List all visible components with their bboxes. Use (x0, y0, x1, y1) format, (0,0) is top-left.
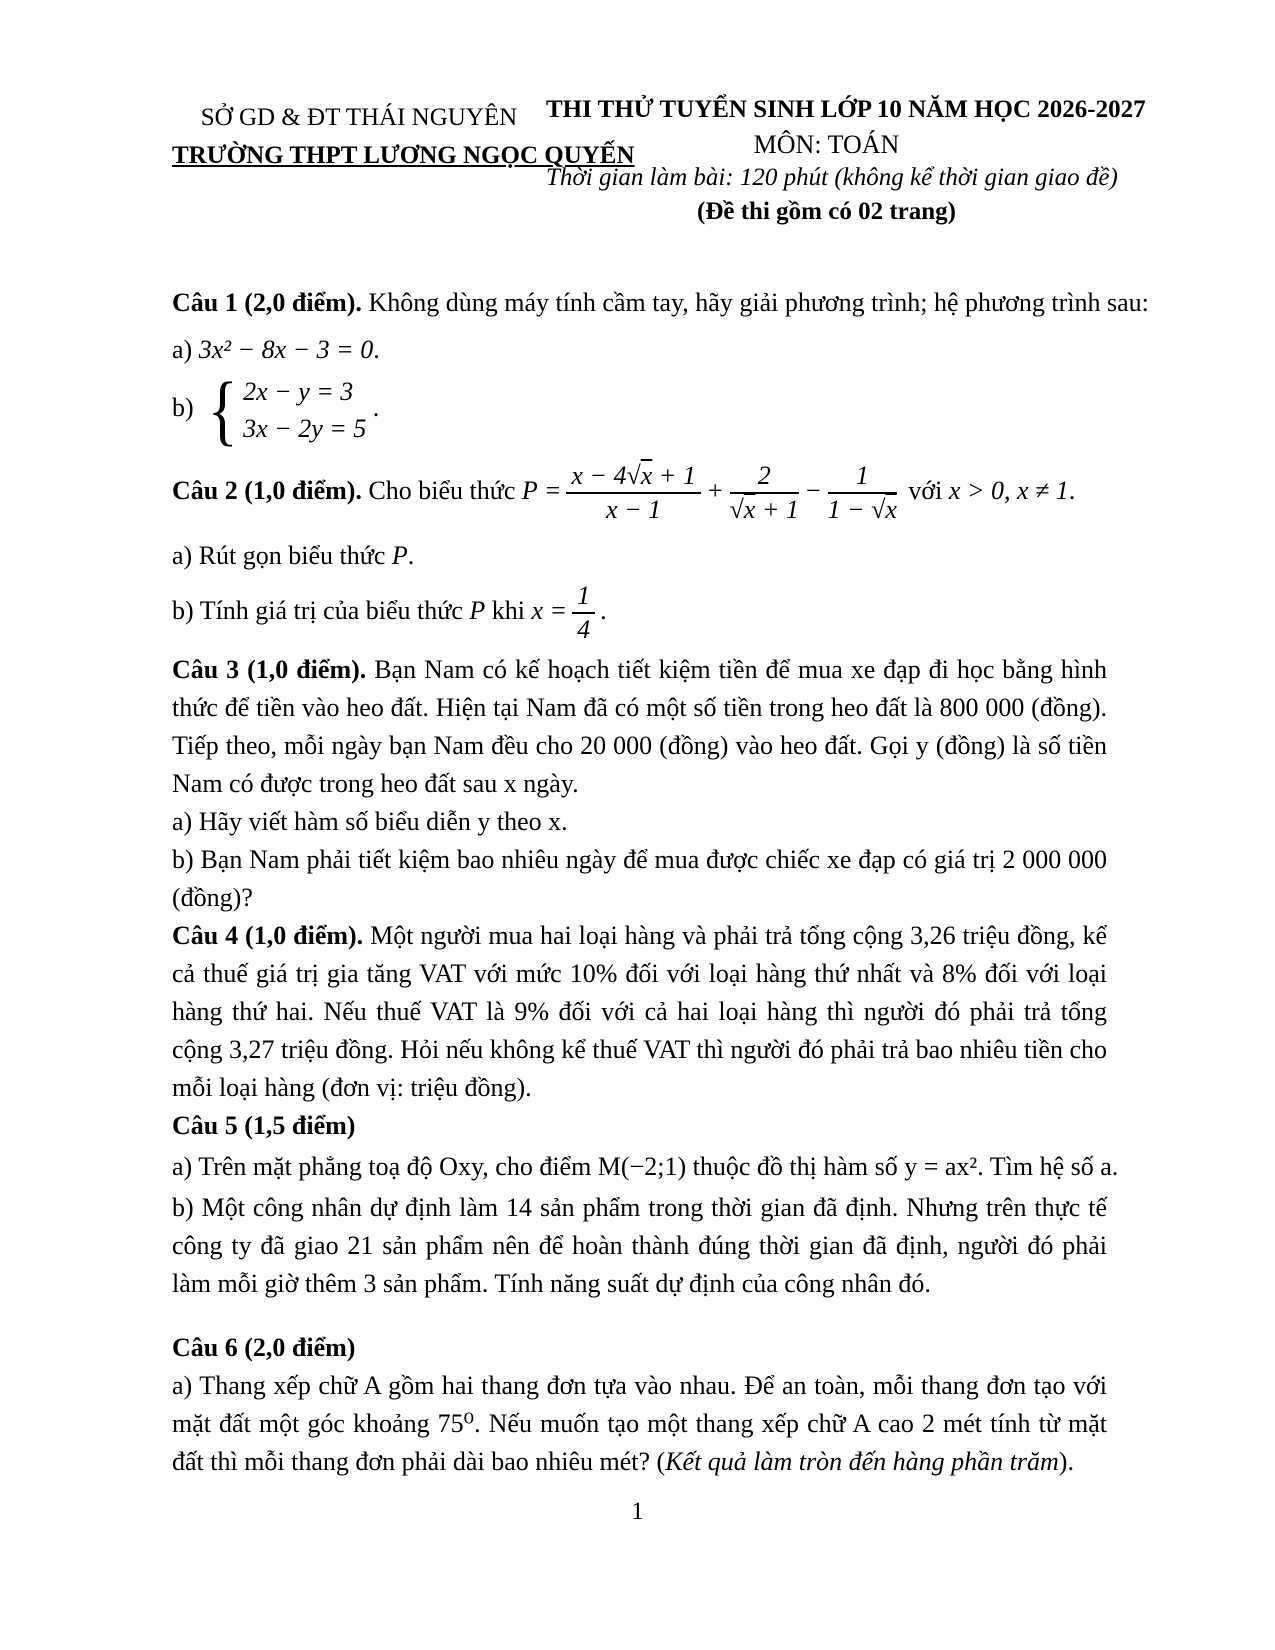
question-5-heading (172, 1107, 1107, 1145)
question-5b (172, 1189, 1107, 1303)
question-3b-text: b) Bạn Nam phải tiết kiệm bao nhiêu ngày để mua được chiếc xe đạp có giá trị 2 000 000 (đồng)? (172, 845, 1107, 912)
question-2a (172, 537, 1107, 575)
school-name: TRƯỜNG THPT LƯƠNG NGỌC QUYẾN (172, 142, 635, 169)
header-right-block (546, 96, 1146, 226)
pages-note: (Đề thi gồm có 02 trang) (697, 198, 956, 225)
question-3-text: Bạn Nam có kế hoạch tiết kiệm tiền để mua xe đạp đi học bằng hình thức để tiền vào heo đất. Hiện tại Nam đã có một số tiền trong heo đất là 800 000 (đồng). Tiếp theo, mỗi ngày bạn Nam đều cho 20 000 (đồng) vào heo đất. Gọi y (đồng) là số tiền Nam có được trong heo đất sau x ngày. (172, 655, 1108, 798)
subject-line: MÔN: TOÁN (753, 130, 900, 159)
question-6a-end: ). (1058, 1447, 1074, 1476)
left-brace: { (207, 366, 238, 453)
question-6a-text: a) Thang xếp chữ A gồm hai thang đơn tựa vào nhau. Để an toàn, mỗi thang đơn tạo với mặt đất một góc khoảng 75⁰. Nếu muốn tạo một thang xếp chữ A cao 2 mét tính từ mặt đất thì mỗi thang đơn phải dài bao nhiêu mét? ( (172, 1371, 1107, 1476)
variable-P: P (391, 541, 408, 570)
question-4-label: Câu 4 (1,0 điểm). (172, 921, 364, 950)
period-2b: . (600, 595, 607, 625)
condition-math: x > 0, x ≠ 1 (948, 475, 1069, 505)
header-left-block (172, 96, 635, 226)
fraction-2-denominator: √x + 1 (729, 495, 799, 524)
item-1a-label: a) (172, 335, 193, 364)
question-5-label: Câu 5 (1,5 điểm) (172, 1111, 356, 1140)
question-3-label: Câu 3 (1,0 điểm). (172, 655, 367, 684)
question-1-text: Không dùng máy tính cầm tay, hãy giải phương trình; hệ phương trình sau: (368, 288, 1149, 317)
question-3 (172, 651, 1107, 803)
equation-system (204, 366, 367, 453)
expression-lhs: P = (521, 475, 562, 505)
fraction-quarter-numerator: 1 (572, 581, 595, 614)
question-2b-text: b) Tính giá trị của biểu thức (172, 595, 463, 625)
system-equation-2: 3x − 2y = 5 (243, 414, 367, 443)
question-1b (172, 366, 1107, 453)
question-5a-text: a) Trên mặt phẳng toạ độ Oxy, cho điểm M(−2;1) thuộc đồ thị hàm số y = ax². Tìm hệ số a. (172, 1152, 1119, 1181)
item-1b-label: b) (172, 392, 194, 422)
department-name: SỞ GD & ĐT THÁI NGUYÊN (200, 104, 518, 131)
question-6a (172, 1367, 1107, 1481)
fraction-1-numerator: x − 4√x + 1 (566, 461, 700, 494)
variable-P-2: P (469, 595, 486, 625)
fraction-2 (730, 461, 799, 525)
question-2-label: Câu 2 (1,0 điểm). (172, 475, 362, 505)
period-2a: . (407, 541, 415, 570)
page-number: 1 (631, 1498, 644, 1525)
fraction-quarter-denominator: 4 (577, 615, 591, 644)
fraction-3-denominator: 1 − √x (827, 495, 897, 524)
question-3b (172, 841, 1107, 917)
question-1a (172, 331, 1107, 369)
plus-operator: + (707, 475, 723, 505)
question-3a (172, 803, 1107, 841)
period-1b: . (372, 392, 380, 422)
question-3a-text: a) Hãy viết hàm số biểu diễn y theo x. (172, 807, 568, 836)
question-2a-text: a) Rút gọn biểu thức (172, 541, 386, 570)
question-4-text: Một người mua hai loại hàng và phải trả tổng cộng 3,26 triệu đồng, kể cả thuế giá trị gia tăng VAT với mức 10% đối với loại hàng thứ nhất và 8% đối với loại hàng thứ hai. Nếu thuế VAT là 9% đối với cả hai loại hàng thì người đó phải trả tổng cộng 3,27 triệu đồng. Hỏi nếu không kể thuế VAT thì người đó phải trả bao nhiêu tiền cho mỗi loại hàng (đơn vị: triệu đồng). (172, 921, 1108, 1102)
question-5a (172, 1148, 1119, 1186)
question-2-text: Cho biểu thức (368, 475, 516, 505)
system-equation-1: 2x − y = 3 (243, 377, 354, 406)
question-6a-note: Kết quả làm tròn đến hàng phần trăm (665, 1447, 1059, 1476)
equation-1a: 3x² − 8x − 3 = 0 (198, 335, 374, 364)
period-1a: . (373, 335, 380, 364)
question-2b-mid: khi (491, 595, 525, 625)
condition-pre: với (908, 475, 943, 505)
question-2b (172, 581, 1107, 645)
question-4 (172, 917, 1107, 1107)
exam-header (172, 96, 1146, 226)
exam-title: THI THỬ TUYỂN SINH LỚP 10 NĂM HỌC 2026-2027 (546, 96, 1146, 123)
fraction-1 (566, 461, 700, 525)
fraction-3 (828, 461, 897, 525)
x-equals: x = (531, 595, 568, 625)
question-6-heading (172, 1329, 1107, 1367)
question-2-intro (172, 461, 1107, 525)
question-1-intro (172, 284, 1149, 322)
question-1-label: Câu 1 (2,0 điểm). (172, 288, 362, 317)
period-2: . (1068, 475, 1076, 505)
minus-operator: − (805, 475, 821, 505)
exam-body (172, 284, 1149, 1481)
question-6-label: Câu 6 (2,0 điểm) (172, 1333, 356, 1362)
duration-line: Thời gian làm bài: 120 phút (không kể thời gian giao đề) (546, 164, 1118, 191)
fraction-2-numerator: 2 (730, 461, 799, 494)
fraction-1-denominator: x − 1 (606, 495, 662, 524)
fraction-quarter (572, 581, 595, 645)
question-5b-text: b) Một công nhân dự định làm 14 sản phẩm trong thời gian đã định. Nhưng trên thực tế công ty đã giao 21 sản phẩm nên để hoàn thành đúng thời gian đã định, người đó phải làm mỗi giờ thêm 3 sản phẩm. Tính năng suất dự định của công nhân đó. (172, 1193, 1107, 1298)
fraction-3-numerator: 1 (828, 461, 897, 494)
